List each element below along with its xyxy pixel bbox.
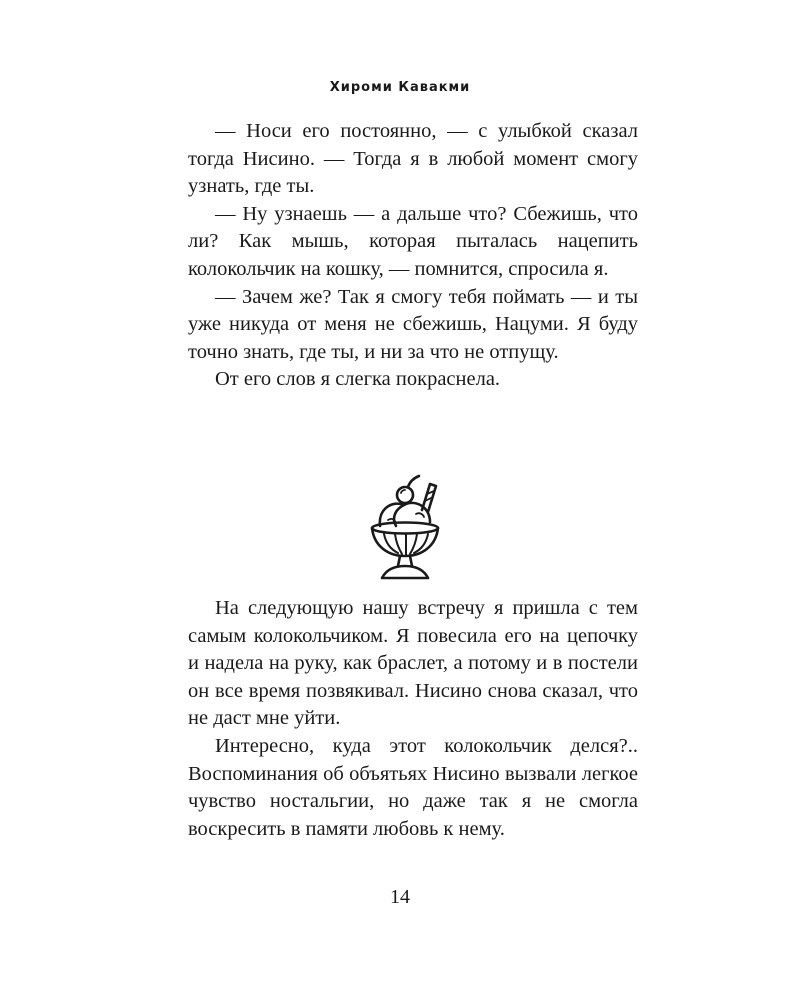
running-header: Хироми Кавакми	[329, 80, 471, 95]
paragraph: От его слов я слегка покраснела.	[215, 368, 501, 391]
page-number: 14	[390, 886, 410, 908]
paragraph: — Ну узнаешь — а дальше что? Сбежишь, что ли? Как мышь, которая пыталась нацепить колокольчик на кошку, — помнится, спросила я.	[188, 202, 638, 280]
text-section-two	[188, 595, 638, 843]
text-section-one	[188, 118, 638, 394]
ice-cream-sundae-icon	[364, 474, 454, 586]
paragraph: — Зачем же? Так я смогу тебя поймать — и ты уже никуда от меня не сбежишь, Нацуми. Я буду точно знать, где ты, и ни за что не отпущу.	[188, 285, 638, 363]
paragraph: Интересно, куда этот колокольчик делся?.. Воспоминания об объятьях Нисино вызвали легкое чувство ностальгии, но даже так я не смогла воскресить в памяти любовь к нему.	[188, 734, 638, 840]
paragraph: На следующую нашу встречу я пришла с тем самым колокольчиком. Я повесила его на цепочку и надела на руку, как браслет, а потому и в постели он все время позвякивал. Нисино снова сказал, что не даст мне уйти.	[188, 597, 638, 730]
paragraph: — Носи его постоянно, — с улыбкой сказал тогда Нисино. — Тогда я в любой момент смогу узнать, где ты.	[188, 120, 638, 198]
